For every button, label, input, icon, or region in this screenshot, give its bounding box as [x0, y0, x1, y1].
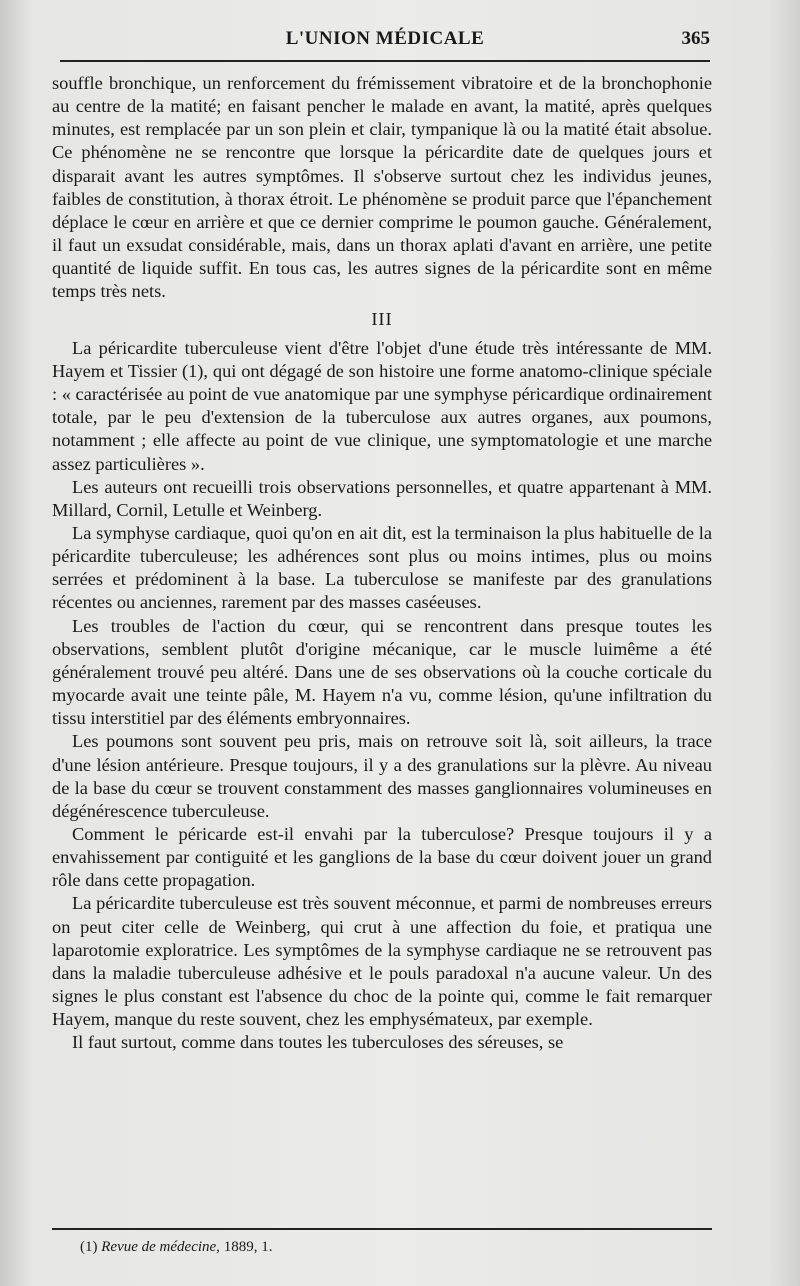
section-number: III	[371, 308, 393, 329]
paragraph: La péricardite tuberculeuse est très souvent méconnue, et parmi de nombreuses erreurs on peut citer celle de Weinberg, qui crut à une affection du foie, et pratiqua une laparotomie exploratrice. Les symptômes de la symphyse cardiaque ne se retrouvent pas dans la maladie tuberculeuse adhésive et le pouls paradoxal n'a aucune valeur. Un des signes le plus constant est l'absence du choc de la pointe qui, comme le fait remarquer Hayem, manque du reste souvent, chez les emphysémateux, par exemple.	[52, 893, 712, 1030]
paragraph: La symphyse cardiaque, quoi qu'on en ait dit, est la terminaison la plus habituelle de la péricardite tuberculeuse; les adhérences sont plus ou moins intimes, plus ou moins serrées et prédominent à la base. La tuberculose se manifeste par des granulations récentes ou anciennes, rarement par des masses caséeuses.	[52, 522, 712, 613]
page-number: 365	[681, 28, 710, 49]
footnote-marker: (1)	[80, 1239, 98, 1255]
paragraph: Les poumons sont souvent peu pris, mais on retrouve soit là, soit ailleurs, la trace d'une lésion antérieure. Presque toujours, il y a des granulations sur la plèvre. Au niveau de la base du cœur se trouvent constamment des masses ganglionnaires volumineuses en dégénérescence tuberculeuse.	[52, 731, 712, 821]
paragraph: Comment le péricarde est-il envahi par la tuberculose? Presque toujours il y a envahissement par contiguité et les ganglions de la base du cœur doivent jouer un grand rôle dans cette propagation.	[52, 824, 712, 891]
paragraph: La péricardite tuberculeuse vient d'être l'objet d'une étude très intéressante de MM. Hayem et Tissier (1), qui ont dégagé de son histoire une forme anatomo-clinique spéciale : « caractérisée au point de vue anatomique par une symphyse péricardique ordinairement totale, par le peu d'extension de la tuberculose aux autres organes, aux poumons, notamment ; elle affecte au point de vue clinique, une symptomatologie et une marche assez particulières ».	[52, 337, 712, 474]
paragraph: Les auteurs ont recueilli trois observations personnelles, et quatre appartenant à MM. Millard, Cornil, Letulle et Weinberg.	[52, 476, 712, 520]
running-title: L'UNION MÉDICALE	[285, 28, 485, 49]
body-text	[52, 72, 712, 1055]
paragraph-continuation: souffle bronchique, un renforcement du frémissement vibratoire et de la bronchophonie au centre de la matité; en faisant pencher le malade en avant, la matité, après quelques minutes, est remplacée par un son plein et clair, tympanique là ou la matité était absolue. Ce phénomène ne se rencontre que lorsque la péricardite date de quelques jours et disparait avant les autres symptômes. Il s'observe surtout chez les individus jeunes, faibles de constitution, à thorax étroit. Le phénomène se produit parce que l'épanchement déplace le cœur en arrière et que ce dernier comprime le poumon gauche. Généralement, il faut un exsudat considérable, mais, dans un thorax aplati d'avant en arrière, une petite quantité de liquide suffit. En tous cas, les autres signes de la péricardite sont en même temps très nets.	[52, 73, 712, 302]
paragraph: Il faut surtout, comme dans toutes les tuberculoses des séreuses, se	[72, 1032, 564, 1053]
footnote	[80, 1239, 272, 1256]
footnote-rule	[52, 1228, 712, 1230]
header-rule	[60, 60, 710, 62]
page-header	[60, 24, 710, 64]
paragraph: Les troubles de l'action du cœur, qui se rencontrent dans presque toutes les observations, semblent plutôt d'origine mécanique, car le muscle luimême a été généralement trouvé peu altéré. Dans une de ses observations où la couche corticale du myocarde avait une teinte pâle, M. Hayem n'a vu, comme lésion, qu'une infiltration du tissu interstitiel par des éléments embryonnaires.	[52, 615, 712, 729]
footnote-journal: Revue de médecine,	[101, 1239, 220, 1255]
footnote-citation: 1889, 1.	[223, 1239, 273, 1255]
